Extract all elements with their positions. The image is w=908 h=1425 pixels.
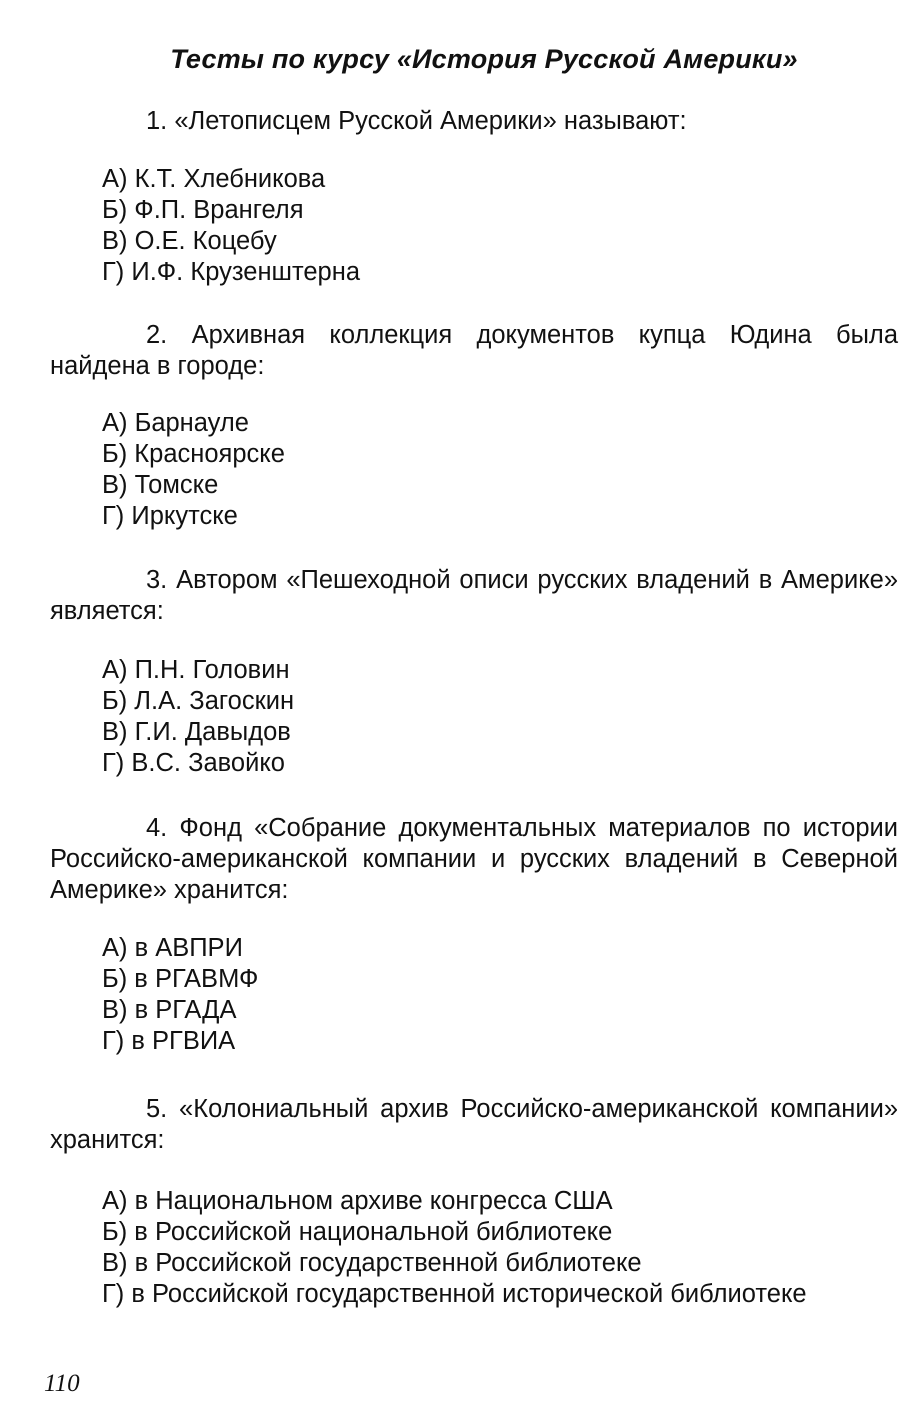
answer-option: А) в Национальном архиве конгресса США [102, 1187, 613, 1215]
answer-option: Б) Красноярске [102, 440, 285, 468]
answer-option: Г) в РГВИА [102, 1027, 236, 1055]
question-4 [50, 813, 898, 906]
question-text: Архивная коллекция документов купца Юдина была найдена в городе: [50, 321, 898, 380]
answer-option: Г) В.С. Завойко [102, 749, 285, 777]
page-title: Тесты по курсу «История Русской Америки» [170, 44, 798, 74]
answer-options-1 [102, 164, 862, 288]
question-number: 2. [146, 321, 168, 349]
answer-option: Б) в РГАВМФ [102, 965, 259, 993]
answer-options-4 [102, 933, 862, 1057]
answer-option: А) П.Н. Головин [102, 656, 290, 684]
answer-option: Б) Ф.П. Врангеля [102, 196, 304, 224]
answer-option: В) в Российской государственной библиотеке [102, 1249, 642, 1277]
answer-options-3 [102, 655, 862, 779]
question-text: «Летописцем Русской Америки» называют: [174, 107, 687, 135]
page-number: 110 [44, 1370, 80, 1397]
question-2 [50, 320, 898, 382]
question-number: 3. [146, 566, 168, 594]
question-5 [50, 1094, 898, 1156]
answer-option: В) Томске [102, 471, 219, 499]
question-number: 1. [146, 107, 168, 135]
answer-options-2 [102, 408, 862, 532]
answer-option: А) Барнауле [102, 409, 249, 437]
question-3 [50, 565, 898, 627]
answer-option: В) в РГАДА [102, 996, 237, 1024]
answer-option: Г) И.Ф. Крузенштерна [102, 258, 361, 286]
answer-option: Г) Иркутске [102, 502, 238, 530]
answer-options-5 [102, 1186, 862, 1310]
question-text: «Колониальный архив Российско-американской компании» хранится: [50, 1095, 898, 1154]
answer-option: Г) в Российской государственной исторической библиотеке [102, 1280, 807, 1308]
answer-option: Б) в Российской национальной библиотеке [102, 1218, 613, 1246]
question-text: Автором «Пешеходной описи русских владений в Америке» является: [50, 566, 899, 625]
question-1 [50, 106, 898, 137]
answer-option: В) О.Е. Коцебу [102, 227, 277, 255]
answer-option: Б) Л.А. Загоскин [102, 687, 295, 715]
question-text: Фонд «Собрание документальных материалов по истории Российско-американской компании и русских владений в Северной Америке» хранится: [50, 814, 898, 904]
answer-option: А) в АВПРИ [102, 934, 243, 962]
question-number: 5. [146, 1095, 168, 1123]
answer-option: В) Г.И. Давыдов [102, 718, 291, 746]
question-number: 4. [146, 814, 168, 842]
answer-option: А) К.Т. Хлебникова [102, 165, 326, 193]
